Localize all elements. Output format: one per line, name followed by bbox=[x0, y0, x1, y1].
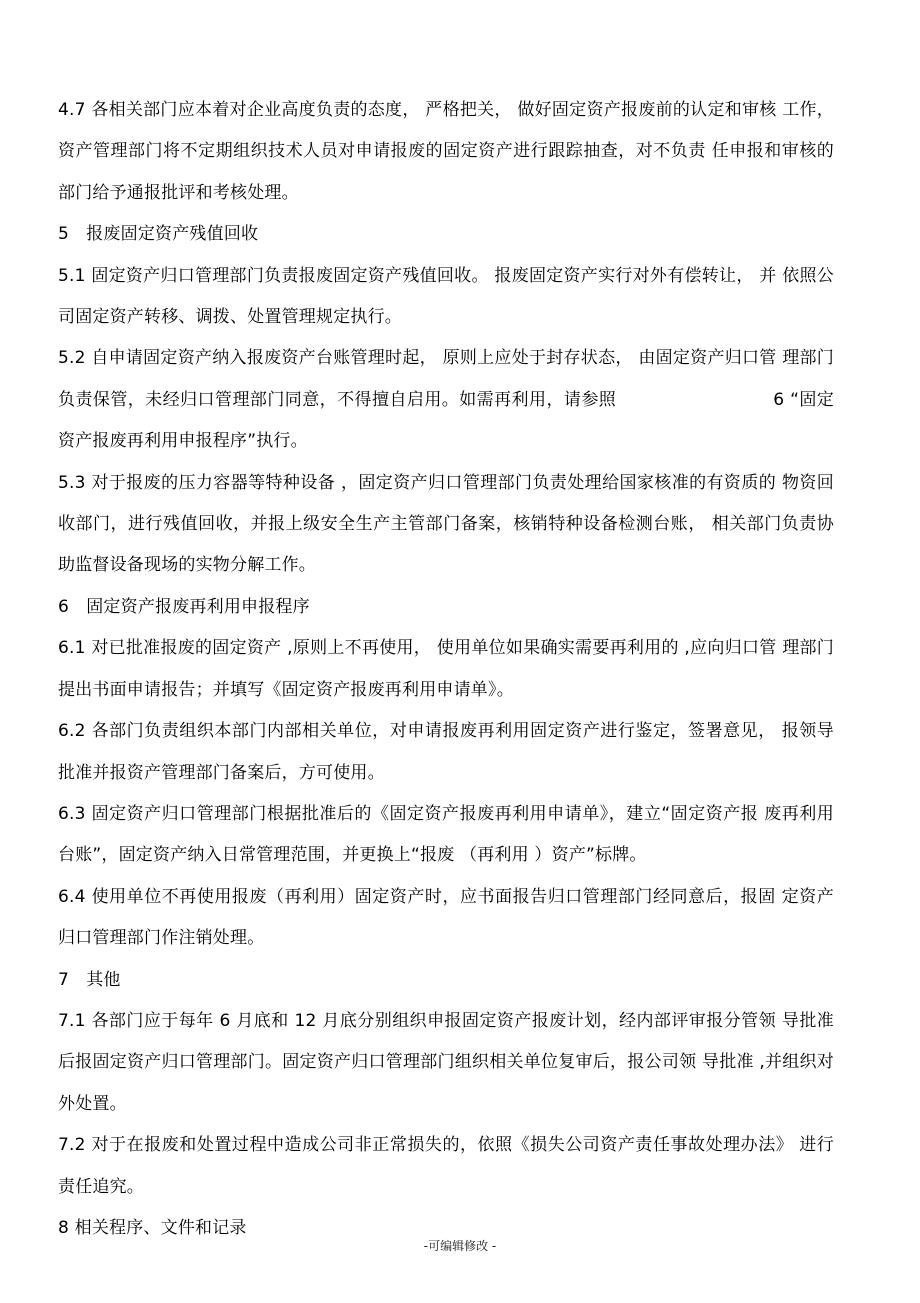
paragraph-5-2: 5.2 自申请固定资产纳入报废资产台账管理时起， 原则上应处于封存状态， 由固定资产归口管 理部门负责保管，未经归口管理部门同意，不得擅自启用。如需再利用，请参照 6 “固定资产报废再利用申报程序”执行。 bbox=[58, 348, 834, 452]
section-heading-5: 5 报废固定资产残值回收 bbox=[58, 224, 259, 245]
paragraph-5-3: 5.3 对于报废的压力容器等特种设备 ，固定资产归口管理部门负责处理给国家核准的有资质的 物资回收部门，进行残值回收，并报上级安全生产主管部门备案，核销特种设备检测台账， 相关部门负责协助监督设备现场的实物分解工作。 bbox=[58, 472, 834, 576]
document-body bbox=[58, 90, 834, 1249]
paragraph-4-7: 4.7 各相关部门应本着对企业高度负责的态度， 严格把关， 做好固定资产报废前的认定和审核 工作，资产管理部门将不定期组织技术人员对申请报废的固定资产进行跟踪抽查，对不负责 任申报和审核的部门给予通报批评和考核处理。 bbox=[58, 100, 834, 203]
paragraph-6-4: 6.4 使用单位不再使用报废（再利用）固定资产时，应书面报告归口管理部门经同意后，报固 定资产归口管理部门作注销处理。 bbox=[58, 886, 834, 949]
paragraph-6-1: 6.1 对已批准报废的固定资产 ,原则上不再使用， 使用单位如果确实需要再利用的 ,应向归口管 理部门提出书面申请报告；并填写《固定资产报废再利用申请单》。 bbox=[58, 638, 834, 700]
footer-note: -可编辑修改 - bbox=[423, 1239, 497, 1253]
section-heading-7: 7 其他 bbox=[58, 969, 121, 990]
paragraph-7-1: 7.1 各部门应于每年 6 月底和 12 月底分别组织申报固定资产报废计划，经内部评审报分管领 导批准后报固定资产归口管理部门。固定资产归口管理部门组织相关单位复审后，报公司领 导批准 ,并组织对外处置。 bbox=[58, 1010, 834, 1114]
paragraph-6-3: 6.3 固定资产归口管理部门根据批准后的《固定资产报废再利用申请单》，建立“固定资产报 废再利用台账”，固定资产纳入日常管理范围，并更换上“报废 （再利用 ）资产”标牌。 bbox=[58, 803, 834, 866]
section-heading-8: 8 相关程序、文件和记录 bbox=[58, 1217, 247, 1238]
section-heading-6: 6 固定资产报废再利用申报程序 bbox=[58, 596, 310, 617]
paragraph-7-2: 7.2 对于在报废和处置过程中造成公司非正常损失的，依照《损失公司资产责任事故处理办法》 进行责任追究。 bbox=[58, 1135, 834, 1197]
paragraph-5-1: 5.1 固定资产归口管理部门负责报废固定资产残值回收。 报废固定资产实行对外有偿转让， 并 依照公司固定资产转移、调拨、处置管理规定执行。 bbox=[58, 265, 834, 328]
paragraph-6-2: 6.2 各部门负责组织本部门内部相关单位，对申请报废再利用固定资产进行鉴定，签署意见， 报领导批准并报资产管理部门备案后，方可使用。 bbox=[58, 721, 834, 783]
